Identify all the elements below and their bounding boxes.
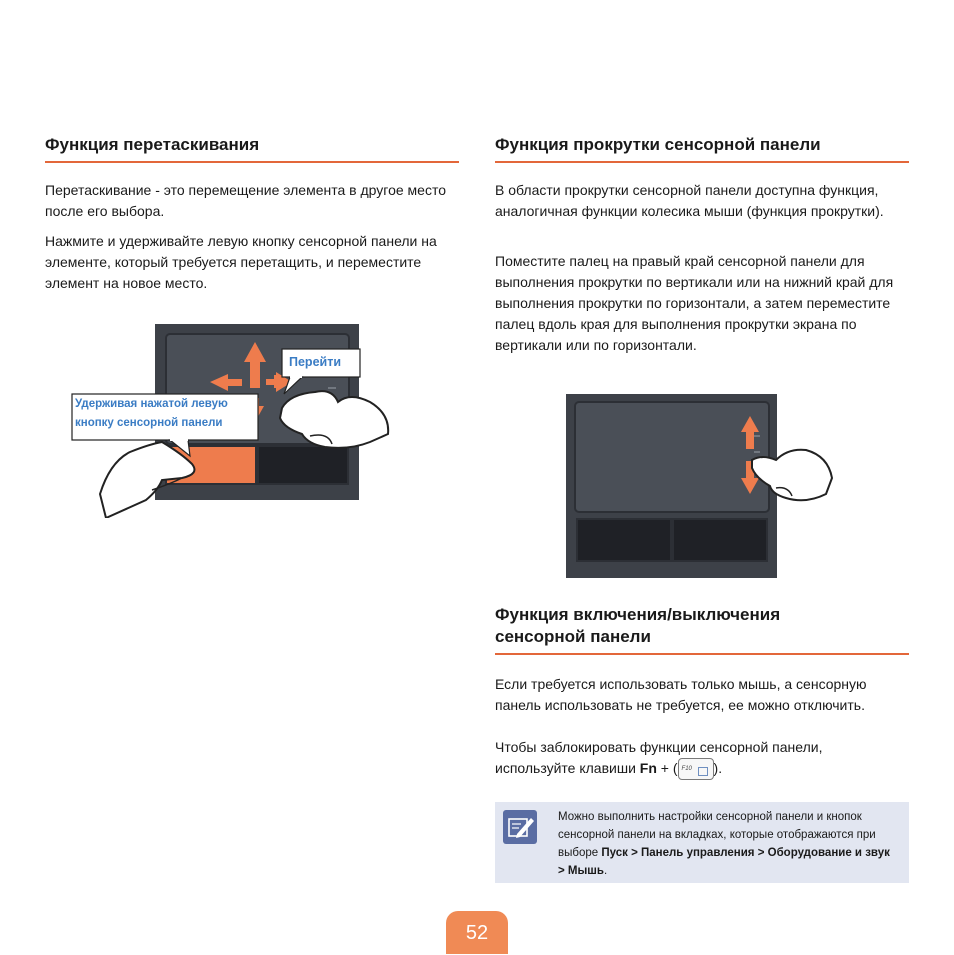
toggle-heading-line-1: Функция включения/выключения: [495, 605, 781, 624]
toggle-para-1: Если требуется использовать только мышь, а сенсорную панель использовать не требуется, ее можно отключить.: [495, 676, 867, 713]
toggle-para-2-suffix: ).: [713, 760, 723, 776]
note-text-prefix: Можно выполнить настройки сенсорной панели и кнопок сенсорной панели на вкладках, которые отображаются при выборе: [558, 811, 876, 859]
note-text: [558, 808, 898, 880]
drag-para-2: Нажмите и удерживайте левую кнопку сенсорной панели на элементе, который требуется перетащить, и переместите элемент на новое место.: [45, 233, 437, 291]
toggle-heading-line-2: сенсорной панели: [495, 627, 651, 646]
scroll-para-1: В области прокрутки сенсорной панели доступна функция, аналогичная функции колесика мыши (функция прокрутки).: [495, 182, 884, 219]
note-text-suffix: .: [603, 865, 608, 877]
callout-go: Перейти: [289, 355, 342, 369]
toggle-para-2-prefix: Чтобы заблокировать функции сенсорной панели, используйте клавиши: [495, 739, 823, 776]
note-pencil-icon: [503, 810, 537, 844]
toggle-section-heading: [495, 604, 909, 655]
toggle-para-2-plus: + (: [656, 760, 678, 776]
callout-hold-line-2: кнопку сенсорной панели: [75, 417, 223, 429]
scroll-para-2: Поместите палец на правый край сенсорной панели для выполнения прокрутки по вертикали или на нижний край для выполнения прокрутки по горизонтали, а затем переместите палец вдоль края для выполнения прокрутки экрана по вертикали или по горизонтали.: [495, 253, 894, 353]
note-text-path: Пуск > Панель управления > Оборудование и звук > Мышь: [558, 847, 890, 877]
drag-section-heading: Функция перетаскивания: [45, 134, 459, 163]
f10-touchpad-key-icon: [678, 758, 714, 780]
drag-touchpad-illustration: [70, 322, 400, 518]
callout-hold-line-1: Удерживая нажатой левую: [75, 398, 228, 410]
f10-key-label: F10: [681, 766, 692, 773]
page-number-badge: 52: [446, 911, 508, 954]
scroll-touchpad-illustration: [566, 394, 836, 578]
toggle-para-2: [495, 737, 895, 780]
touchpad-glyph-icon: [698, 767, 708, 776]
scroll-section-heading: Функция прокрутки сенсорной панели: [495, 134, 909, 163]
drag-para-1: Перетаскивание - это перемещение элемента в другое место после его выбора.: [45, 182, 446, 219]
fn-key-label: Fn: [639, 760, 657, 776]
note-box: [495, 802, 909, 883]
